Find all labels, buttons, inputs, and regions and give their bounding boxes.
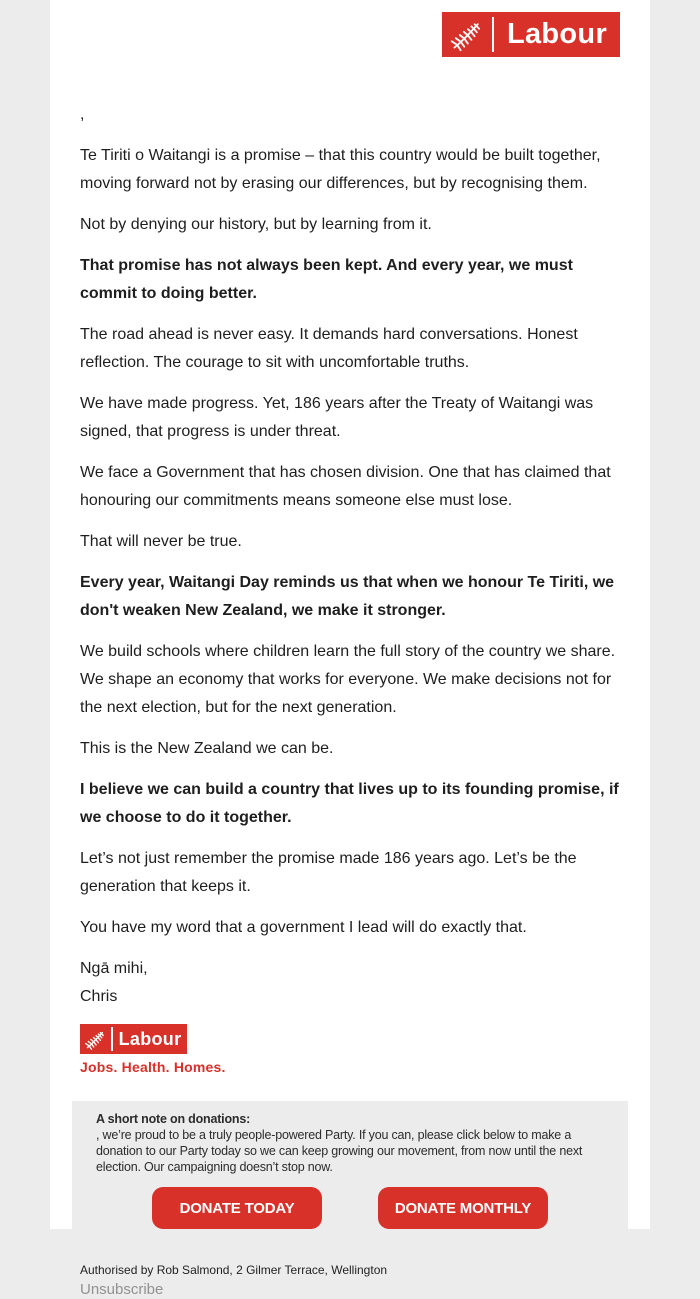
signoff: Ngā mihi, [80,960,148,977]
donation-heading: A short note on donations: [96,1112,251,1126]
labour-logo[interactable] [442,12,620,57]
brand-tagline: Jobs. Health. Homes. [80,1059,226,1075]
greeting: , [80,106,85,123]
letter-copy [80,101,620,1011]
body-paragraph: The road ahead is never easy. It demands hard conversations. Honest reflection. The courage to sit with uncomfortable truths. [80,326,578,371]
labour-logo-small [80,1024,187,1054]
body-paragraph-bold: Every year, Waitangi Day reminds us that when we honour Te Tiriti, we don't weaken New Zealand, we make it stronger. [80,574,615,619]
silver-fern-icon [80,1024,111,1054]
signature-name: Chris [80,988,118,1005]
signature-block [80,955,620,1011]
body-paragraph-bold: That promise has not always been kept. And every year, we must commit to doing better. [80,257,573,302]
body-paragraph: Te Tiriti o Waitangi is a promise – that this country would be built together, moving forward not by erasing our differences, but by recognising them. [80,147,601,192]
body-paragraph: This is the New Zealand we can be. [80,740,334,757]
donate-today-button[interactable]: DONATE TODAY [152,1187,322,1229]
body-paragraph: That will never be true. [80,533,242,550]
body-paragraph: We build schools where children learn the full story of the country we share. We shape an economy that works for everyone. We make decisions not for the next election, but for the next generation. [80,643,616,716]
body-paragraph: Not by denying our history, but by learning from it. [80,216,432,233]
email-header [80,12,620,57]
body-paragraph: Let’s not just remember the promise made 186 years ago. Let’s be the generation that keeps it. [80,850,577,895]
email-body [50,0,650,1298]
body-paragraph: We have made progress. Yet, 186 years after the Treaty of Waitangi was signed, that progress is under threat. [80,395,594,440]
donation-buttons [96,1187,604,1229]
body-paragraph: You have my word that a government I lead will do exactly that. [80,919,527,936]
donate-monthly-button[interactable]: DONATE MONTHLY [378,1187,548,1229]
logo-wordmark: Labour [506,18,608,50]
body-paragraph-bold: I believe we can build a country that lives up to its founding promise, if we choose to do it together. [80,781,619,826]
donation-note-box [72,1101,628,1247]
logo-wordmark: Labour [118,1028,182,1049]
authorisation-statement: Authorised by Rob Salmond, 2 Gilmer Terrace, Wellington [80,1263,388,1277]
signature-logo-row [80,1024,620,1075]
unsubscribe-link[interactable]: Unsubscribe [80,1281,164,1298]
donation-body-text: , we’re proud to be a truly people-powered Party. If you can, please click below to make a donation to our Party today so we can keep growing our movement, from now until the next election. Our campaigning doesn’t stop now. [96,1128,583,1174]
body-paragraph: We face a Government that has chosen division. One that has claimed that honouring our commitments means someone else must lose. [80,464,611,509]
silver-fern-icon [442,12,492,57]
